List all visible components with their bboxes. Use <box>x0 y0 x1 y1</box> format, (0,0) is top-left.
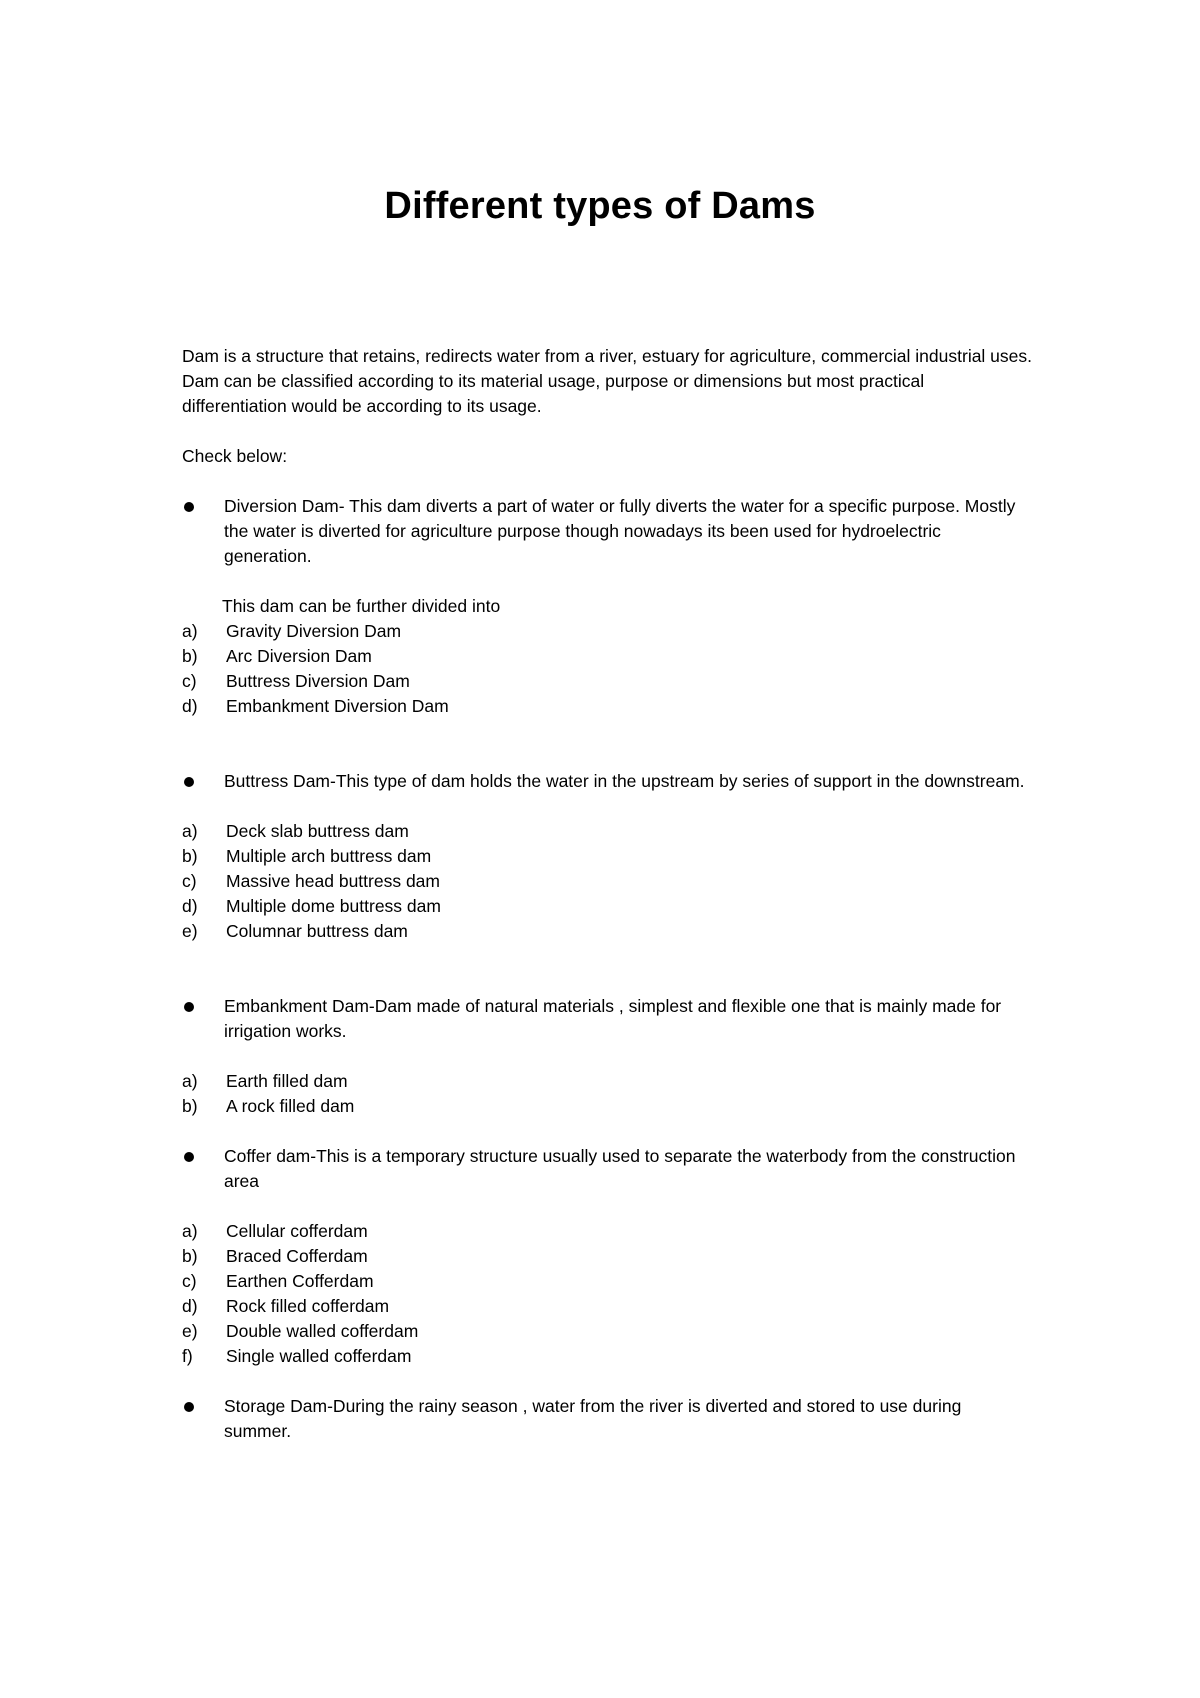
list-item <box>182 1344 1032 1369</box>
list-item <box>182 919 1032 944</box>
section-text: Buttress Dam-This type of dam holds the water in the upstream by series of support in the downstream. <box>224 771 1025 791</box>
bullet-icon <box>184 502 194 512</box>
list-item-label: Buttress Diversion Dam <box>226 671 410 691</box>
section-storage-dam <box>182 1394 1032 1444</box>
list-item-label: Embankment Diversion Dam <box>226 696 449 716</box>
list-item-label: Gravity Diversion Dam <box>226 621 402 641</box>
diversion-dam-types <box>182 619 1032 719</box>
section-text: Coffer dam-This is a temporary structure usually used to separate the waterbody from the construction area <box>224 1146 1016 1191</box>
list-marker: e) <box>182 1321 198 1341</box>
bullet-icon <box>184 1402 194 1412</box>
section-coffer-dam <box>182 1144 1032 1194</box>
list-item-label: Single walled cofferdam <box>226 1346 412 1366</box>
list-item <box>182 1094 1032 1119</box>
buttress-dam-types <box>182 819 1032 944</box>
list-item-label: Braced Cofferdam <box>226 1246 368 1266</box>
list-marker: c) <box>182 871 197 891</box>
list-item-label: Cellular cofferdam <box>226 1221 368 1241</box>
section-embankment-dam <box>182 994 1032 1044</box>
intro-paragraph: Dam is a structure that retains, redirects water from a river, estuary for agriculture, commercial industrial uses. Dam can be classified according to its material usage, purpose or dimensions but most practical differentiation would be according to its usage. <box>182 346 1033 416</box>
bullet-icon <box>184 1152 194 1162</box>
list-marker: d) <box>182 696 198 716</box>
list-marker: d) <box>182 896 198 916</box>
list-item-label: Massive head buttress dam <box>226 871 440 891</box>
list-item <box>182 1319 1032 1344</box>
list-item <box>182 1269 1032 1294</box>
embankment-dam-types <box>182 1069 1032 1119</box>
list-item <box>182 869 1032 894</box>
list-item-label: Multiple dome buttress dam <box>226 896 441 916</box>
list-item-label: Rock filled cofferdam <box>226 1296 390 1316</box>
bullet-icon <box>184 777 194 787</box>
list-item <box>182 669 1032 694</box>
list-item <box>182 1069 1032 1094</box>
section-text: Storage Dam-During the rainy season , water from the river is diverted and stored to use during summer. <box>224 1396 962 1441</box>
list-item-label: Double walled cofferdam <box>226 1321 419 1341</box>
list-marker: a) <box>182 621 198 641</box>
list-marker: a) <box>182 1221 198 1241</box>
list-item-label: Earth filled dam <box>226 1071 348 1091</box>
list-marker: c) <box>182 671 197 691</box>
list-marker: b) <box>182 846 198 866</box>
check-below-label: Check below: <box>182 446 288 466</box>
page-title: Different types of Dams <box>384 185 816 227</box>
list-marker: d) <box>182 1296 198 1316</box>
list-item <box>182 1244 1032 1269</box>
list-item-label: Deck slab buttress dam <box>226 821 409 841</box>
list-item-label: Earthen Cofferdam <box>226 1271 374 1291</box>
list-item <box>182 619 1032 644</box>
list-marker: b) <box>182 646 198 666</box>
section-text: Embankment Dam-Dam made of natural materials , simplest and flexible one that is mainly made for irrigation works. <box>224 996 1002 1041</box>
section-text: Diversion Dam- This dam diverts a part of water or fully diverts the water for a specific purpose. Mostly the water is diverted for agriculture purpose though nowadays its been used for hydroelectric generation. <box>224 496 1016 566</box>
list-item <box>182 844 1032 869</box>
coffer-dam-types <box>182 1219 1032 1369</box>
section-diversion-dam <box>182 494 1032 569</box>
list-item <box>182 894 1032 919</box>
list-item <box>182 694 1032 719</box>
list-item <box>182 644 1032 669</box>
bullet-icon <box>184 1002 194 1012</box>
list-item <box>182 1294 1032 1319</box>
list-marker: a) <box>182 821 198 841</box>
list-item <box>182 819 1032 844</box>
list-marker: b) <box>182 1246 198 1266</box>
list-marker: a) <box>182 1071 198 1091</box>
list-marker: e) <box>182 921 198 941</box>
list-item <box>182 1219 1032 1244</box>
list-item-label: A rock filled dam <box>226 1096 355 1116</box>
list-marker: f) <box>182 1346 193 1366</box>
list-marker: c) <box>182 1271 197 1291</box>
section-lead: This dam can be further divided into <box>222 596 501 616</box>
document-body <box>182 344 1032 1444</box>
list-item-label: Columnar buttress dam <box>226 921 408 941</box>
section-buttress-dam <box>182 769 1032 794</box>
list-item-label: Multiple arch buttress dam <box>226 846 432 866</box>
list-marker: b) <box>182 1096 198 1116</box>
list-item-label: Arc Diversion Dam <box>226 646 372 666</box>
